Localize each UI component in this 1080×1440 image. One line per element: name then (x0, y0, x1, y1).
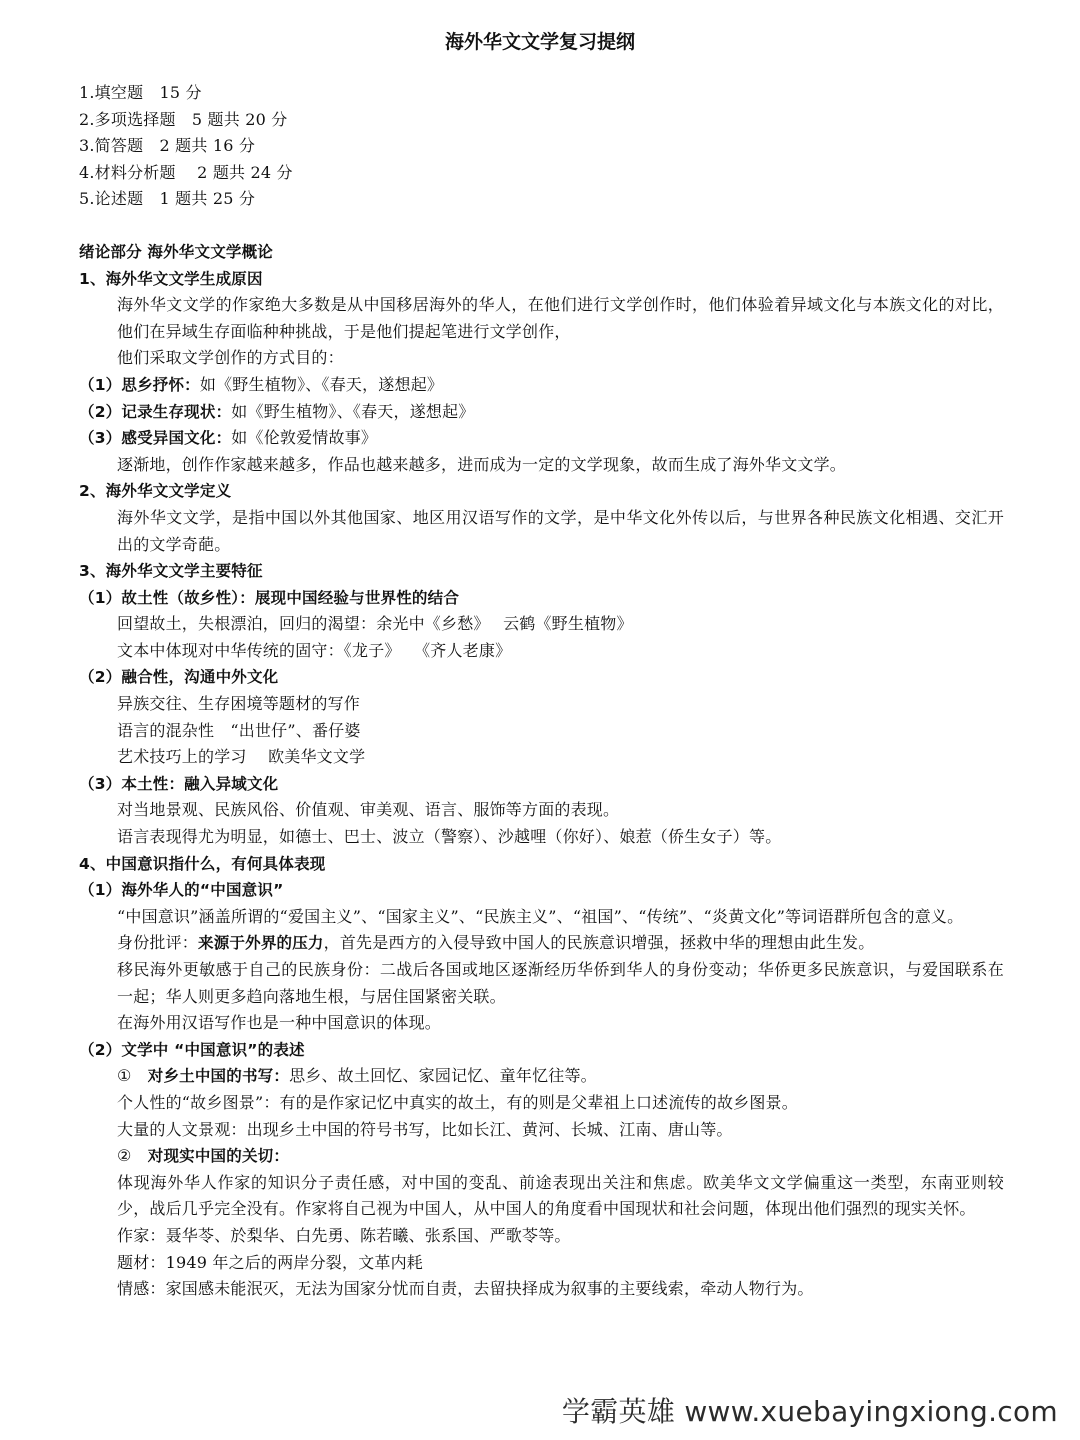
list-item-label: （1）思乡抒怀： (79, 375, 200, 394)
paragraph: 海外华文文学的作家绝大多数是从中国移居海外的华人，在他们进行文学创作时，他们体验着异域文化与本族文化的对比，他们在异域生存面临种种挑战，于是他们提起笔进行文学创作， (117, 295, 1004, 341)
text-line: 情感：家国感未能泯灭，无法为国家分忧而自责，去留抉择成为叙事的主要线索，牵动人物行为。 (117, 1279, 814, 1299)
text-fragment: ，首先是西方的入侵导致中国人的民族意识增强，拯救中华的理想由此生发。 (323, 933, 875, 953)
list-item (79, 372, 1004, 399)
exam-item: 3.简答题 2 题共 16 分 (79, 136, 256, 156)
text-line: 个人性的“故乡图景”：有的是作家记忆中真实的故土，有的则是父辈祖上口述流传的故乡图景。 (117, 1092, 798, 1112)
exam-item: 5.论述题 1 题共 25 分 (79, 189, 256, 209)
text-line: 作家：聂华苓、於梨华、白先勇、陈若曦、张系国、严歌苓等。 (117, 1225, 571, 1245)
paragraph: 逐渐地，创作作家越来越多，作品也越来越多，进而成为一定的文学现象，故而生成了海外华文文学。 (117, 454, 847, 474)
list-item-label: （3）感受异国文化： (79, 429, 232, 448)
circled-number: ② (117, 1146, 132, 1166)
emphasis-text: 对现实中国的关切： (147, 1147, 290, 1166)
emphasis-text: 来源于外界的压力 (198, 934, 324, 953)
paragraph (79, 930, 1004, 957)
text-line: 题材：1949 年之后的两岸分裂，文革内耗 (117, 1252, 424, 1272)
paragraph: 在海外用汉语写作也是一种中国意识的体现。 (117, 1013, 442, 1033)
paragraph: 体现海外华人作家的知识分子责任感，对中国的变乱、前途表现出关注和焦虑。欧美华文文学偏重这一类型，东南亚则较少，战后几乎完全没有。作家将自己视为中国人，从中国人的角度看中国现状和社会问题，体现出他们强烈的现实关怀。 (117, 1172, 1004, 1219)
subsection-heading: （2）文学中 “中国意识”的表述 (79, 1040, 305, 1059)
text-line: 异族交往、生存困境等题材的写作 (117, 694, 361, 714)
exam-item: 4.材料分析题 2 题共 24 分 (79, 162, 293, 182)
text-line: 大量的人文景观：出现乡土中国的符号书写，比如长江、黄河、长城、江南、唐山等。 (117, 1119, 733, 1139)
emphasis-text: 对乡土中国的书写： (147, 1067, 290, 1086)
circled-item (79, 1063, 1004, 1090)
subsection-heading: （1）海外华人的“中国意识” (79, 881, 284, 900)
document-body (79, 80, 1004, 1303)
text-fragment: 思乡、故土回忆、家园记忆、童年忆往等。 (289, 1066, 597, 1086)
page-title: 海外华文文学复习提纲 (444, 31, 635, 53)
subsection-heading: （3）本土性：融入异域文化 (79, 774, 279, 793)
list-item-text: 如《伦敦爱情故事》 (231, 428, 378, 448)
paragraph: 移民海外更敏感于自己的民族身份：二战后各国或地区逐渐经历华侨到华人的身份变动；华侨更多民族意识，与爱国联系在一起；华人则更多趋向落地生根，与居住国紧密关联。 (117, 960, 1004, 1006)
section-heading: 1、海外华文文学生成原因 (79, 269, 263, 288)
section-heading: 4、中国意识指什么，有何具体表现 (79, 854, 326, 873)
text-line: 文本中体现对中华传统的固守：《龙子》 《齐人老康》 (117, 640, 512, 660)
text-line: 语言表现得尤为明显，如德士、巴士、波立（警察）、沙越哩（你好）、娘惹（侨生女子）等。 (117, 827, 782, 847)
text-line: 回望故土，失根漂泊，回归的渴望：余光中《乡愁》 云鹤《野生植物》 (117, 614, 633, 634)
text-line: 对当地景观、民族风俗、价值观、审美观、语言、服饰等方面的表现。 (117, 800, 620, 820)
text-fragment: 身份批评： (117, 933, 199, 953)
section-heading: 3、海外华文文学主要特征 (79, 562, 263, 581)
paragraph: 海外华文文学，是指中国以外其他国家、地区用汉语写作的文学，是中华文化外传以后，与世界各种民族文化相遇、交汇开出的文学奇葩。 (117, 507, 1004, 554)
text-line: 语言的混杂性 “出世仔”、番仔婆 (117, 720, 361, 740)
list-item-text: 如《野生植物》、《春天，遂想起》 (199, 374, 444, 394)
paragraph: 他们采取文学创作的方式目的： (117, 348, 344, 368)
site-watermark: 学霸英雄 www.xuebayingxiong.com (561, 1395, 1058, 1428)
intro-heading: 绪论部分 海外华文文学概论 (79, 242, 273, 261)
circled-item (79, 1143, 1004, 1170)
text-line: 艺术技巧上的学习 欧美华文文学 (117, 747, 366, 767)
exam-item: 2.多项选择题 5 题共 20 分 (79, 109, 288, 129)
list-item (79, 399, 1004, 426)
list-item (79, 425, 1004, 452)
paragraph: “中国意识”涵盖所谓的“爱国主义”、“国家主义”、“民族主义”、“祖国”、“传统”、“炎黄文化”等词语群所包含的意义。 (117, 906, 964, 926)
list-item-text: 如《野生植物》、《春天，遂想起》 (231, 401, 475, 421)
circled-number: ① (117, 1066, 132, 1086)
subsection-heading: （1）故土性（故乡性）：展现中国经验与世界性的结合 (79, 588, 460, 607)
exam-item: 1.填空题 15 分 (79, 83, 202, 102)
list-item-label: （2）记录生存现状： (79, 402, 232, 421)
section-heading: 2、海外华文文学定义 (79, 482, 232, 501)
subsection-heading: （2）融合性，沟通中外文化 (79, 668, 279, 687)
exam-structure-list (79, 80, 1004, 213)
